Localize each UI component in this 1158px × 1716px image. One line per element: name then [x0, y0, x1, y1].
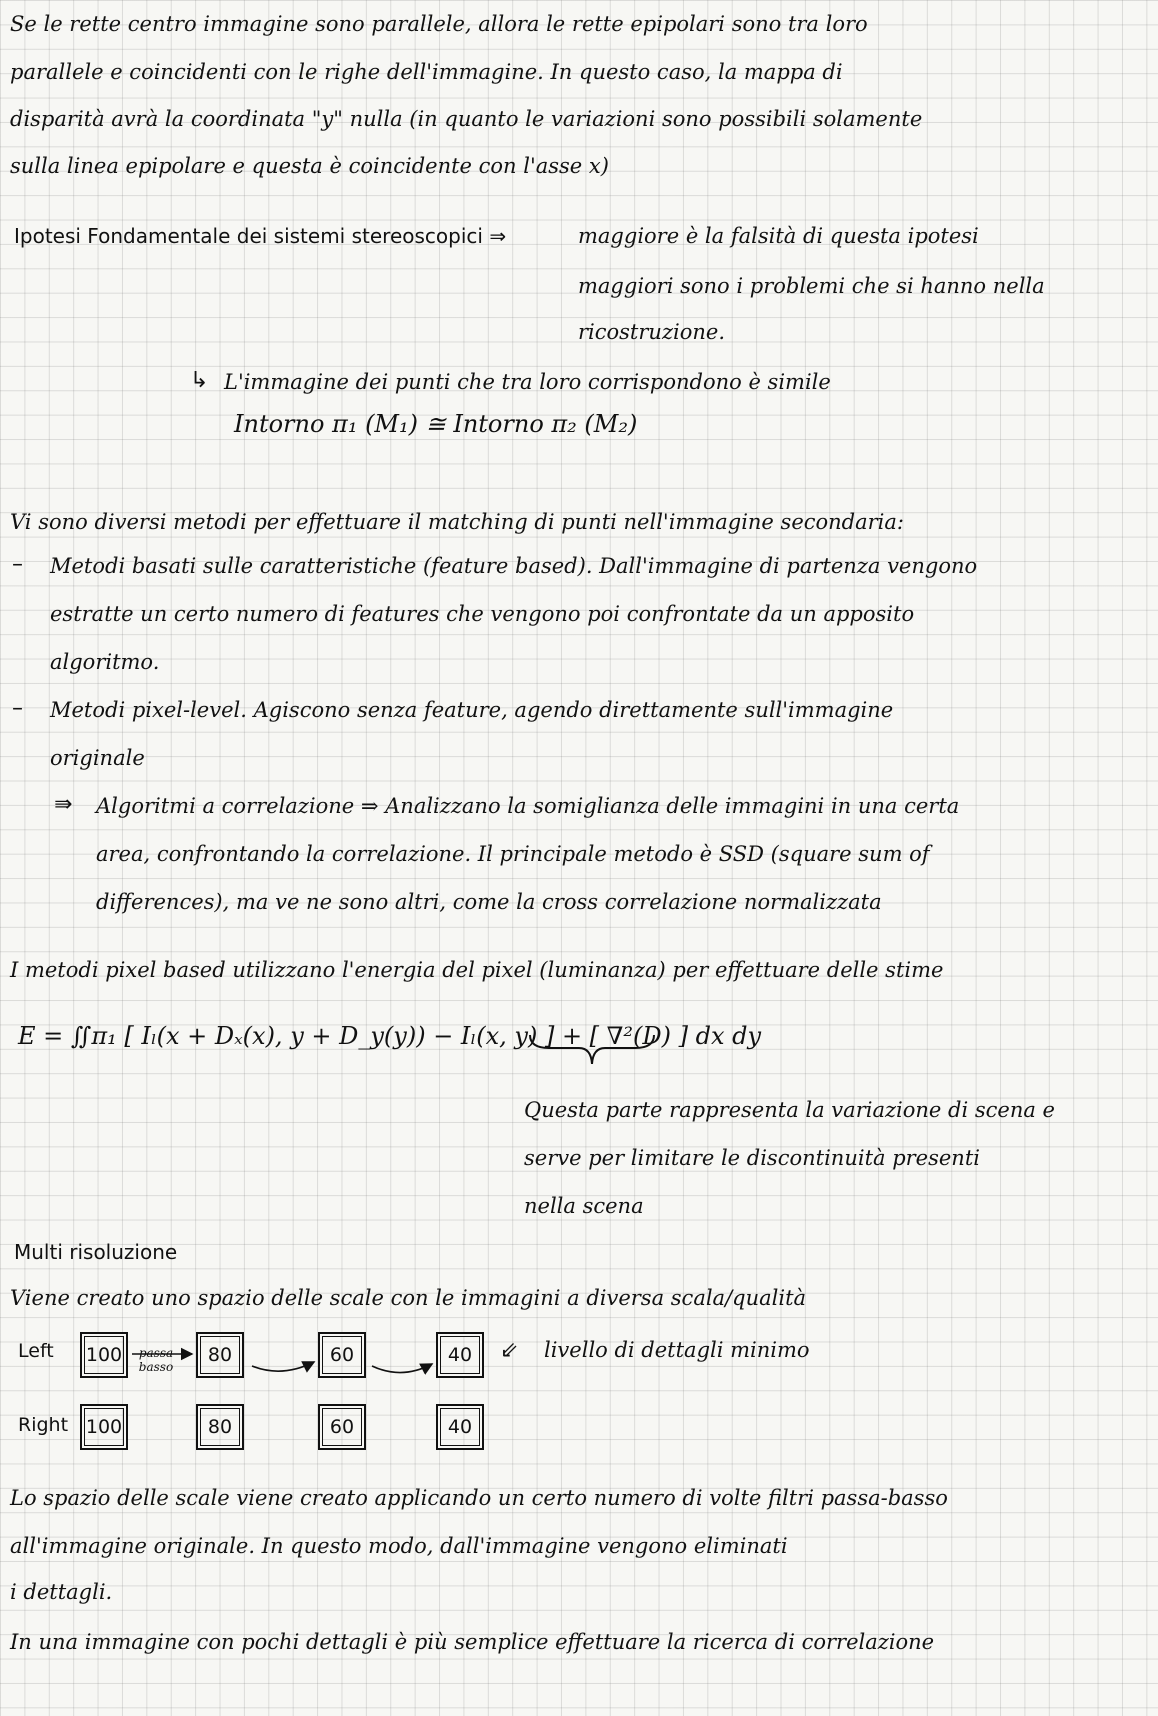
text-line: In una immagine con pochi dettagli è più semplice effettuare la ricerca di correlazione [10, 1630, 935, 1654]
implies-arrow-icon: ⇒ [489, 224, 507, 248]
text-line: maggiore è la falsità di questa ipotesi [578, 224, 979, 248]
text-line: Algoritmi a correlazione ⇒ Analizzano la somiglianza delle immagini in una certa [96, 794, 960, 818]
text-line: originale [50, 746, 145, 770]
corner-arrow-icon: ↳ [190, 368, 209, 393]
text-line: L'immagine dei punti che tra loro corrispondono è simile [224, 370, 831, 394]
energy-formula: E = ∬π₁ [ Iₗ(x + Dₓ(x), y + D_y(y)) − Iₗ(x, y) ] + [ ∇²(D) ] dx dy [18, 1022, 762, 1050]
scale-box: 80 [196, 1332, 244, 1378]
scale-box: 40 [436, 1332, 484, 1378]
text-line: Se le rette centro immagine sono parallele, allora le rette epipolari sono tra loro [10, 12, 868, 36]
text-line: Questa parte rappresenta la variazione di scena e [524, 1098, 1055, 1122]
arrow-bullet-icon: ⇛ [54, 792, 73, 817]
text-line: estratte un certo numero di features che vengono poi confrontate da un apposito [50, 602, 915, 626]
text-line: Metodi pixel-level. Agiscono senza feature, agendo direttamente sull'immagine [50, 698, 894, 722]
text-line: maggiori sono i problemi che si hanno nella [578, 274, 1045, 298]
text-line: Viene creato uno spazio delle scale con le immagini a diversa scala/qualità [10, 1286, 807, 1310]
text-line: ricostruzione. [578, 320, 725, 344]
hypothesis-label: Ipotesi Fondamentale dei sistemi stereoscopici ⇒ [14, 224, 507, 248]
bullet-dash-icon: – [12, 696, 23, 721]
text-line: Lo spazio delle scale viene creato applicando un certo numero di volte filtri passa-basso [10, 1486, 948, 1510]
neighborhood-formula: Intorno π₁ (M₁) ≅ Intorno π₂ (M₂) [234, 410, 638, 438]
scale-box: 100 [80, 1332, 128, 1378]
text-line: algoritmo. [50, 650, 160, 674]
text-line: i dettagli. [10, 1580, 113, 1604]
section-title: Multi risoluzione [14, 1240, 178, 1264]
text-line: parallele e coincidenti con le righe dell'immagine. In questo caso, la mappa di [10, 60, 843, 84]
text-line: Metodi basati sulle caratteristiche (feature based). Dall'immagine di partenza vengono [50, 554, 978, 578]
text-line: disparità avrà la coordinata "y" nulla (in quanto le variazioni sono possibili solamente [10, 107, 923, 131]
text-line: livello di dettagli minimo [544, 1338, 810, 1362]
text-line: area, confrontando la correlazione. Il principale metodo è SSD (square sum of [96, 842, 930, 866]
scale-box: 100 [80, 1404, 128, 1450]
pointer-arrow-icon: ⇙ [500, 1338, 519, 1363]
scale-box: 80 [196, 1404, 244, 1450]
scale-box: 60 [318, 1404, 366, 1450]
row-label-right: Right [18, 1414, 69, 1436]
text-line: nella scena [524, 1194, 644, 1218]
text-line: sulla linea epipolare e questa è coincidente con l'asse x) [10, 154, 609, 178]
text-line: Vi sono diversi metodi per effettuare il matching di punti nell'immagine secondaria: [10, 510, 904, 534]
scale-box: 40 [436, 1404, 484, 1450]
lowpass-note: passa basso [138, 1346, 174, 1374]
text-line: differences), ma ve ne sono altri, come la cross correlazione normalizzata [96, 890, 882, 914]
bullet-dash-icon: – [12, 552, 23, 577]
text-line: I metodi pixel based utilizzano l'energia del pixel (luminanza) per effettuare delle stime [10, 958, 944, 982]
text-line: serve per limitare le discontinuità presenti [524, 1146, 980, 1170]
row-label-left: Left [18, 1340, 54, 1362]
scale-box: 60 [318, 1332, 366, 1378]
text-line: all'immagine originale. In questo modo, dall'immagine vengono eliminati [10, 1534, 788, 1558]
